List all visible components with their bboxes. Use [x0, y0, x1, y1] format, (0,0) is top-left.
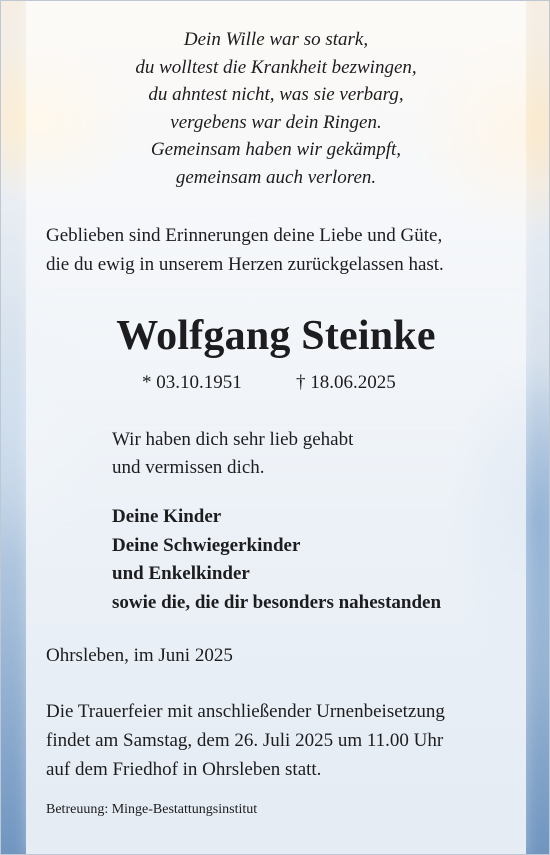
place-and-date: Ohrsleben, im Juni 2025	[46, 645, 233, 666]
memory-line: die du ewig in unserem Herzen zurückgelassen hast.	[46, 254, 444, 275]
family-line: sowie die, die dir besonders nahestanden	[112, 591, 442, 613]
message-text	[112, 426, 492, 482]
memory-text	[46, 221, 508, 279]
family-signature	[112, 503, 522, 617]
family-line: Deine Kinder	[112, 506, 222, 527]
poem-line: Dein Wille war so stark,	[183, 29, 369, 50]
family-line: und Enkelkinder	[112, 563, 250, 584]
birth-date: * 03.10.1951	[142, 372, 242, 393]
funeral-home-credit: Betreuung: Minge-Bestattungsinstitut	[46, 802, 258, 817]
message-line: und vermissen dich.	[112, 457, 265, 478]
poem-line: du wolltest die Krankheit bezwingen,	[135, 56, 417, 78]
poem-line: du ahntest nicht, was sie verbarg,	[148, 84, 404, 105]
life-dates	[26, 368, 526, 398]
funeral-line: findet am Samstag, dem 26. Juli 2025 um 11.00 Uhr	[46, 730, 444, 751]
poem-line: vergebens war dein Ringen.	[170, 111, 382, 133]
memory-line: Geblieben sind Erinnerungen deine Liebe und Güte,	[46, 225, 443, 246]
poem-line: Gemeinsam haben wir gekämpft,	[150, 139, 402, 160]
poem	[26, 26, 526, 191]
death-date: † 18.06.2025	[296, 372, 396, 393]
frame-left-border	[0, 0, 1, 855]
funeral-info	[46, 697, 508, 784]
funeral-line: Die Trauerfeier mit anschließender Urnenbeisetzung	[46, 701, 445, 722]
deceased-name: Wolfgang Steinke	[116, 313, 436, 359]
funeral-line: auf dem Friedhof in Ohrsleben statt.	[46, 759, 322, 780]
message-line: Wir haben dich sehr lieb gehabt	[112, 429, 354, 450]
poem-line: gemeinsam auch verloren.	[175, 166, 377, 188]
family-line: Deine Schwiegerkinder	[112, 534, 301, 556]
